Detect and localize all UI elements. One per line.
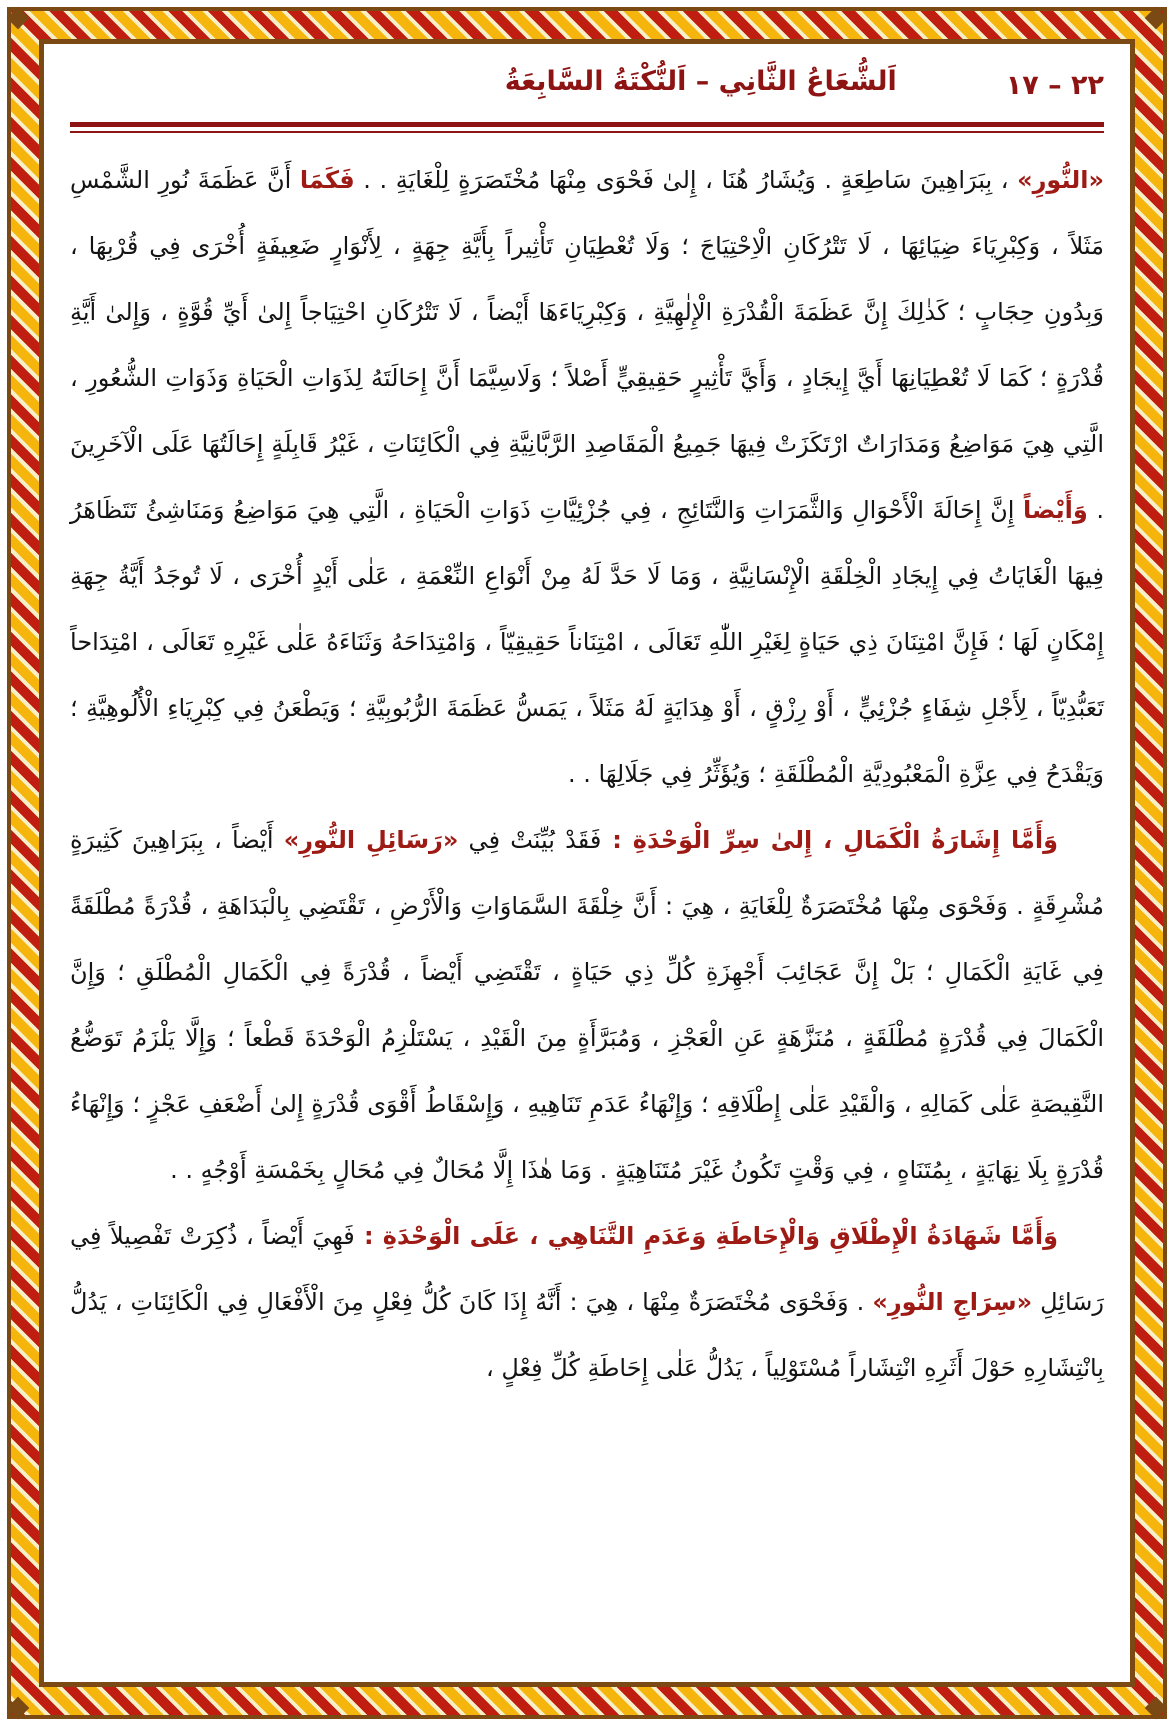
text-run: فَهِيَ أَيْضاً ، ذُكِرَتْ تَفْصِيلاً فِي رَسَائِلِ bbox=[70, 1222, 1104, 1316]
page-numbers: ٢٢ – ١٧ bbox=[1005, 70, 1104, 101]
body-text bbox=[70, 147, 1104, 1401]
page-sheet bbox=[39, 39, 1135, 1687]
rule-thin-line bbox=[70, 131, 1104, 133]
corner-ornament-bottom-right bbox=[1145, 1697, 1168, 1720]
rule-thick-line bbox=[70, 122, 1104, 127]
text-run: فَقَدْ بُيِّنَتْ فِي bbox=[458, 826, 602, 854]
book-title-red: «سِرَاجِ النُّورِ» bbox=[872, 1288, 1033, 1316]
text-run: ، بِبَرَاهِينَ سَاطِعَةٍ . وَيُشَارُ هُنَا ، إِلىٰ فَحْوَى مِنْهَا مُخْتَصَرَةٍ لِلْغَايَةِ . . bbox=[354, 166, 1018, 194]
corner-ornament-top-right bbox=[1145, 7, 1168, 30]
text-run: . وَفَحْوَى مُخْتَصَرَةٌ مِنْهَا ، هِيَ : أَنَّهُ إِذَا كَانَ كُلُّ فِعْلٍ مِنَ الْأَفْعَالِ فِي الْكَائِنَاتِ ، يَدُلُّ بِانْتِشَارِهِ حَوْلَ أَثَرِهِ انْتِشَاراً مُسْتَوْلِياً ، يَدُلُّ عَلٰى إِحَاطَةِ كُلِّ فِعْلٍ ، bbox=[70, 1288, 1104, 1382]
text-run: أَيْضاً ، بِبَرَاهِينَ كَثِيرَةٍ مُشْرِقَةٍ . وَفَحْوَى مِنْهَا مُخْتَصَرَةٌ لِلْغَايَةِ ، هِيَ : أَنَّ خِلْقَةَ السَّمَاوَاتِ وَالْأَرْضِ ، تَقْتَضِي بِالْبَدَاهَةِ ، قُدْرَةً مُطْلَقَةً فِي غَايَةِ الْكَمَالِ ؛ بَلْ إِنَّ عَجَائِبَ أَجْهِزَةِ كُلِّ ذِي حَيَاةٍ ، تَقْتَضِي أَيْضاً ، قُدْرَةً فِي الْكَمَالِ الْمُطْلَقِ ؛ وَإِنَّ الْكَمَالَ فِي قُدْرَةٍ مُطْلَقَةٍ ، مُنَزَّهَةٍ عَنِ الْعَجْزِ ، وَمُبَرَّأَةٍ مِنَ الْقَيْدِ ، يَسْتَلْزِمُ الْوَحْدَةَ قَطْعاً ؛ وَإِلَّا يَلْزَمُ تَوَضُّعُ النَّقِيصَةِ عَلٰى كَمَالِهِ ، وَالْقَيْدِ عَلٰى إِطْلَاقِهِ ؛ وَإِنْهَاءُ عَدَمِ تَنَاهِيهِ ، وَإِسْقَاطُ أَقْوَى قُدْرَةٍ إِلىٰ أَضْعَفِ عَجْزٍ ؛ وَإِنْهَاءُ قُدْرَةٍ بِلَا نِهَايَةٍ ، بِمُتَنَاهٍ ، فِي وَقْتٍ تَكُونُ غَيْرَ مُتَنَاهِيَةٍ . وَمَا هٰذَا إِلَّا مُحَالٌ فِي مُحَالٍ بِخَمْسَةِ أَوْجُهٍ . . bbox=[70, 826, 1104, 1184]
section-heading-red: وَأَمَّا شَهَادَةُ الْإِطْلَاقِ وَالْإِحَاطَةِ وَعَدَمِ التَّنَاهِي ، عَلَى الْوَحْدَةِ : bbox=[354, 1222, 1058, 1250]
page-header bbox=[70, 58, 1104, 120]
section-heading-red: وَأَمَّا إِشَارَةُ الْكَمَالِ ، إِلىٰ سِرِّ الْوَحْدَةِ : bbox=[601, 826, 1058, 854]
page-title: اَلشُّعَاعُ الثَّانِي – اَلنُّكْتَةُ السَّابِعَةُ bbox=[504, 66, 897, 97]
header-double-rule bbox=[70, 122, 1104, 133]
text-run: إِنَّ إِحَالَةَ الْأَحْوَالِ وَالثَّمَرَاتِ وَالنَّتَائِجِ ، فِي جُزْئِيَّاتِ ذَوَاتِ الْحَيَاةِ ، الَّتِي هِيَ مَوَاضِعُ وَمَنَاشِئُ تَتَظَاهَرُ فِيهَا الْغَايَاتُ فِي إِيجَادِ الْخِلْقَةِ الْإِنْسَانِيَّةِ ، وَمَا لَا حَدَّ لَهُ مِنْ أَنْوَاعِ النِّعْمَةِ ، عَلٰى أَيْدٍ أُخْرَى ، لَا تُوجَدُ أَيَّةُ جِهَةِ إِمْكَانٍ لَهَا ؛ فَإِنَّ امْتِنَانَ ذِي حَيَاةٍ لِغَيْرِ اللّٰهِ تَعَالَى ، امْتِنَاناً حَقِيقِيّاً ، وَامْتِدَاحَهُ وَثَنَاءَهُ عَلٰى غَيْرِهِ تَعَالَى ، امْتِدَاحاً تَعَبُّدِيّاً ، لِأَجْلِ شِفَاءٍ جُزْئِيٍّ ، أَوْ رِزْقٍ ، أَوْ هِدَايَةٍ لَهُ مَثَلاً ، يَمَسُّ عَظَمَةَ الرُّبُوبِيَّةِ ؛ وَيَطْعَنُ فِي كِبْرِيَاءِ الْأُلُوهِيَّةِ ؛ وَيَقْدَحُ فِي عِزَّةِ الْمَعْبُودِيَّةِ الْمُطْلَقَةِ ؛ وَيُؤَثِّرُ فِي جَلَالِهَا . . bbox=[70, 496, 1104, 788]
paragraph-1 bbox=[70, 147, 1104, 807]
red-phrase: فَكَمَا bbox=[299, 166, 355, 194]
book-title-red: «رَسَائِلِ النُّورِ» bbox=[283, 826, 459, 854]
text-run: أَنَّ عَظَمَةَ نُورِ الشَّمْسِ مَثَلاً ، وَكِبْرِيَاءَ ضِيَائِهَا ، لَا تَتْرُكَانِ الْاِحْتِيَاجَ ؛ وَلَا تُعْطِيَانِ تَأْثِيراً بِأَيَّةِ جِهَةٍ ، لِأَنْوَارٍ ضَعِيفَةٍ أُخْرَى فِي قُرْبِهَا ، وَبِدُونِ حِجَابٍ ؛ كَذٰلِكَ إِنَّ عَظَمَةَ الْقُدْرَةِ الْإِلٰهِيَّةِ ، وَكِبْرِيَاءَهَا أَيْضاً ، لَا تَتْرُكَانِ احْتِيَاجاً إِلىٰ أَيِّ قُوَّةٍ ، وَإِلىٰ أَيَّةِ قُدْرَةٍ ؛ كَمَا لَا تُعْطِيَانِهَا أَيَّ إِيجَادٍ ، وَأَيَّ تَأْثِيرٍ حَقِيقِيٍّ أَصْلاً ؛ وَلَاسِيَّمَا أَنَّ إِحَالَتَهُ لِذَوَاتِ الْحَيَاةِ وَذَوَاتِ الشُّعُورِ ، الَّتِي هِيَ مَوَاضِعُ وَمَدَارَاتٌ ارْتَكَزَتْ فِيهَا جَمِيعُ الْمَقَاصِدِ الرَّبَّانِيَّةِ فِي الْكَائِنَاتِ ، غَيْرُ قَابِلَةٍ إِحَالَتُهَا عَلَى الْآخَرِينَ . bbox=[70, 166, 1104, 524]
red-phrase: «النُّورِ» bbox=[1017, 166, 1104, 194]
corner-ornament-bottom-left bbox=[7, 1697, 30, 1720]
corner-ornament-top-left bbox=[7, 7, 30, 30]
paragraph-2 bbox=[70, 807, 1104, 1203]
red-phrase: وَأَيْضاً bbox=[1022, 496, 1088, 524]
paragraph-3 bbox=[70, 1203, 1104, 1401]
